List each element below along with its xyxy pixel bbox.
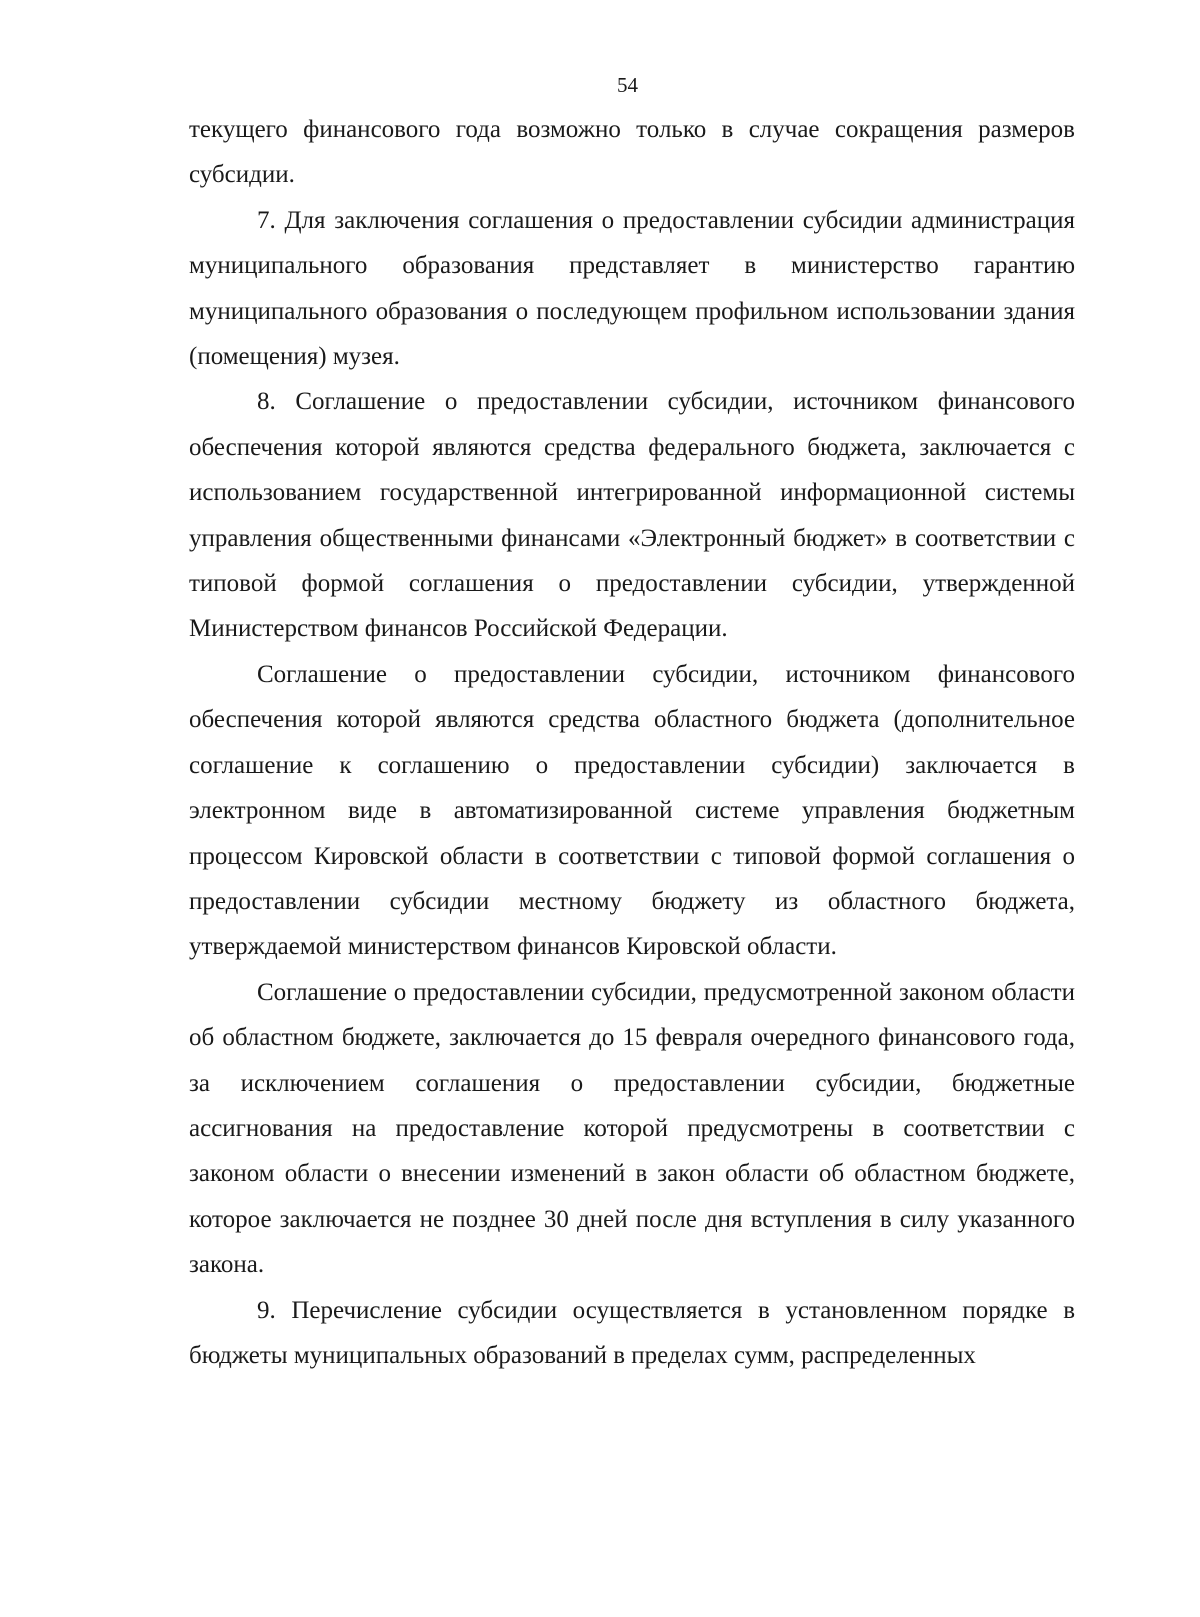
paragraph-continuation: текущего финансового года возможно только в случае сокращения размеров субсидии. bbox=[189, 116, 1075, 189]
paragraph-agreement-deadline: Соглашение о предоставлении субсидии, предусмотренной законом области об областном бюджете, заключается до 15 февраля очередного финансового года, за исключением соглашения о предоставлении субсидии, бюджетные ассигнования на предоставление которой предусмотрены в соответствии с законом области о внесении изменений в закон области об областном бюджете, которое заключается не позднее 30 дней после дня вступления в силу указанного закона. bbox=[189, 978, 1075, 1279]
paragraph-regional-agreement: Соглашение о предоставлении субсидии, источником финансового обеспечения которой являются средства областного бюджета (дополнительное соглашение к соглашению о предоставлении субсидии) заключается в электронном виде в автоматизированной системе управления бюджетным процессом Кировской области в соответствии с типовой формой соглашения о предоставлении субсидии местному бюджету из областного бюджета, утверждаемой министерством финансов Кировской области. bbox=[189, 660, 1075, 961]
page-number: 54 bbox=[617, 73, 638, 97]
paragraph-item-8: 8. Соглашение о предоставлении субсидии, источником финансового обеспечения которой являются средства федерального бюджета, заключается с использованием государственной интегрированной информационной системы управления общественными финансами «Электронный бюджет» в соответствии с типовой формой соглашения о предоставлении субсидии, утвержденной Министерством финансов Российской Федерации. bbox=[189, 388, 1075, 643]
paragraph-item-9: 9. Перечисление субсидии осуществляется в установленном порядке в бюджеты муниципальных образований в пределах сумм, распределенных bbox=[189, 1296, 1075, 1369]
document-body bbox=[189, 107, 1075, 1378]
paragraph-item-7: 7. Для заключения соглашения о предоставлении субсидии администрация муниципального образования представляет в министерство гарантию муниципального образования о последующем профильном использовании здания (помещения) музея. bbox=[189, 206, 1075, 371]
